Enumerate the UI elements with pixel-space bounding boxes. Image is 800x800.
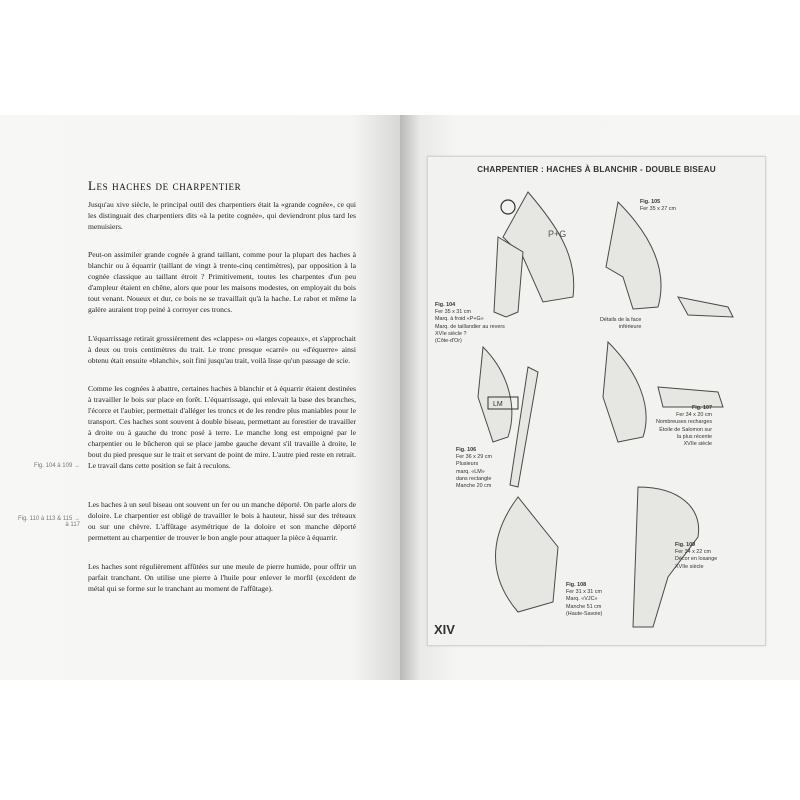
maker-mark-icon — [501, 200, 515, 214]
engraving-pg: P+G — [548, 229, 567, 239]
margin-note-fig-110-117: Fig. 110 à 113 & 115 → à 117 — [17, 516, 80, 528]
caption-face-detail: Détails de la face inférieure — [600, 317, 642, 331]
axe-sketches — [428, 157, 765, 645]
margin-note-fig-104-109: Fig. 104 à 109 → — [33, 463, 80, 469]
axe-blade-fig107 — [658, 387, 723, 407]
handle-fig106 — [510, 367, 538, 487]
caption-fig-104: Fig. 104 Fer 35 x 31 cm Marq. à froid «P+G» Marq. de taillandier au revers XVIe siècle ? (Côte-d'Or) — [435, 302, 505, 345]
caption-fig-109: Fig. 109 Fer 34 x 22 cm Décor en losange XVIIe siècle — [675, 542, 718, 570]
paragraph-2: Peut-on assimiler grande cognée à grand taillant, comme pour la plupart des haches à blanchir ou à équarrir (taillant de vingt à trente-cinq centimètres), par opposition à la cognée classique au taillant étroit ? Primitivement, toutes les charpentes d'un peu d'ampleur étaient en chêne, alors que pour les maisons modestes, on employait du bois tout venant. Noueux et dur, ce bois ne se travaillait qu'à la hache. Le rabot et même la galère auraient trop peiné à corroyer ces troncs. — [88, 250, 356, 314]
caption-fig-105: Fig. 105 Fer 35 x 27 cm — [640, 199, 676, 213]
caption-fig-106: Fig. 106 Fer 36 x 29 cm Plusieurs marq. «LM» dans rectangle Manche 20 cm — [456, 447, 492, 490]
caption-fig-108: Fig. 108 Fer 31 x 31 cm Marq. «VJC» Manche 51 cm (Haute-Savoie) — [566, 582, 603, 617]
caption-fig-107: Fig. 107 Fer 34 x 20 cm Nombreuses recharges Étoile de Salomon sur la plus récente XVIIe siècle — [656, 405, 713, 448]
plate-number: XIV — [434, 622, 455, 637]
section-title: Les haches de charpentier — [88, 178, 242, 193]
engraving-lm: LM — [493, 401, 503, 408]
axe-edge-fig105 — [678, 297, 733, 317]
paragraph-5: Les haches à un seul biseau ont souvent un fer ou un manche déporté. On parle alors de doloire. Le charpentier est obligé de travailler le bois à hauteur, hissé sur des tréteaux ou sur une chèvre. L'affûtage asymétrique de la doloire et son manche déporté permettent au charpentier de trouver le bon angle pour attaquer la pièce à équarrir. — [88, 500, 356, 542]
axe-head-fig105 — [606, 202, 661, 309]
paragraph-3: L'équarrissage retirait grossièrement des «clappes» ou «larges copeaux», et s'approchait à deux ou trois centimètres du trait. Le tronc presque «carré» ou «d'équerre» ainsi obtenu était ensuite «blanchi», soit fini jusqu'au trait, voilà lisse qu'un passage de scie. — [88, 334, 356, 365]
paragraph-6: Les haches sont régulièrement affûtées sur une meule de pierre humide, pour offrir un parfait tranchant. On utilise une pierre à l'huile pour enlever le morfil (excédent de métal qui se forme sur le tranchant au moment de l'affûtage). — [88, 562, 356, 593]
illustration-plate — [427, 156, 766, 646]
paragraph-4: Comme les cognées à abattre, certaines haches à blanchir et à équarrir étaient destinées à travailler le bois sur place en forêt. L'équarrissage, qui enlevait la base des branches, l'écorce et l'aubier, permettait d'alléger les troncs et de les rendre plus maniables pour le transport. Ces haches sont souvent à double biseau, permettant au forestier de travailler à droite ou à gauche du tronc posé à terre. Le manche long est empoigné par le charpentier ou le bûcheron qui se place jambe gauche devant s'il travaille à droite, le bout du pied presque sur le trait et servant de point de mire. L'autre pied reste en retrait. Le travail dans cette position se fait à reculons. — [88, 384, 356, 470]
plate-title: CHARPENTIER : HACHES À BLANCHIR - DOUBLE BISEAU — [477, 165, 716, 174]
axe-head-fig108 — [496, 497, 559, 612]
axe-head-fig107 — [603, 342, 646, 442]
paragraph-1: Jusqu'au xive siècle, le principal outil des charpentiers était la «grande cognée», ce qui les distinguait des charpentiers dits «à la petite cognée», qui deviendront plus tard les menuisiers. — [88, 200, 356, 231]
axe-head-fig106 — [478, 347, 512, 442]
